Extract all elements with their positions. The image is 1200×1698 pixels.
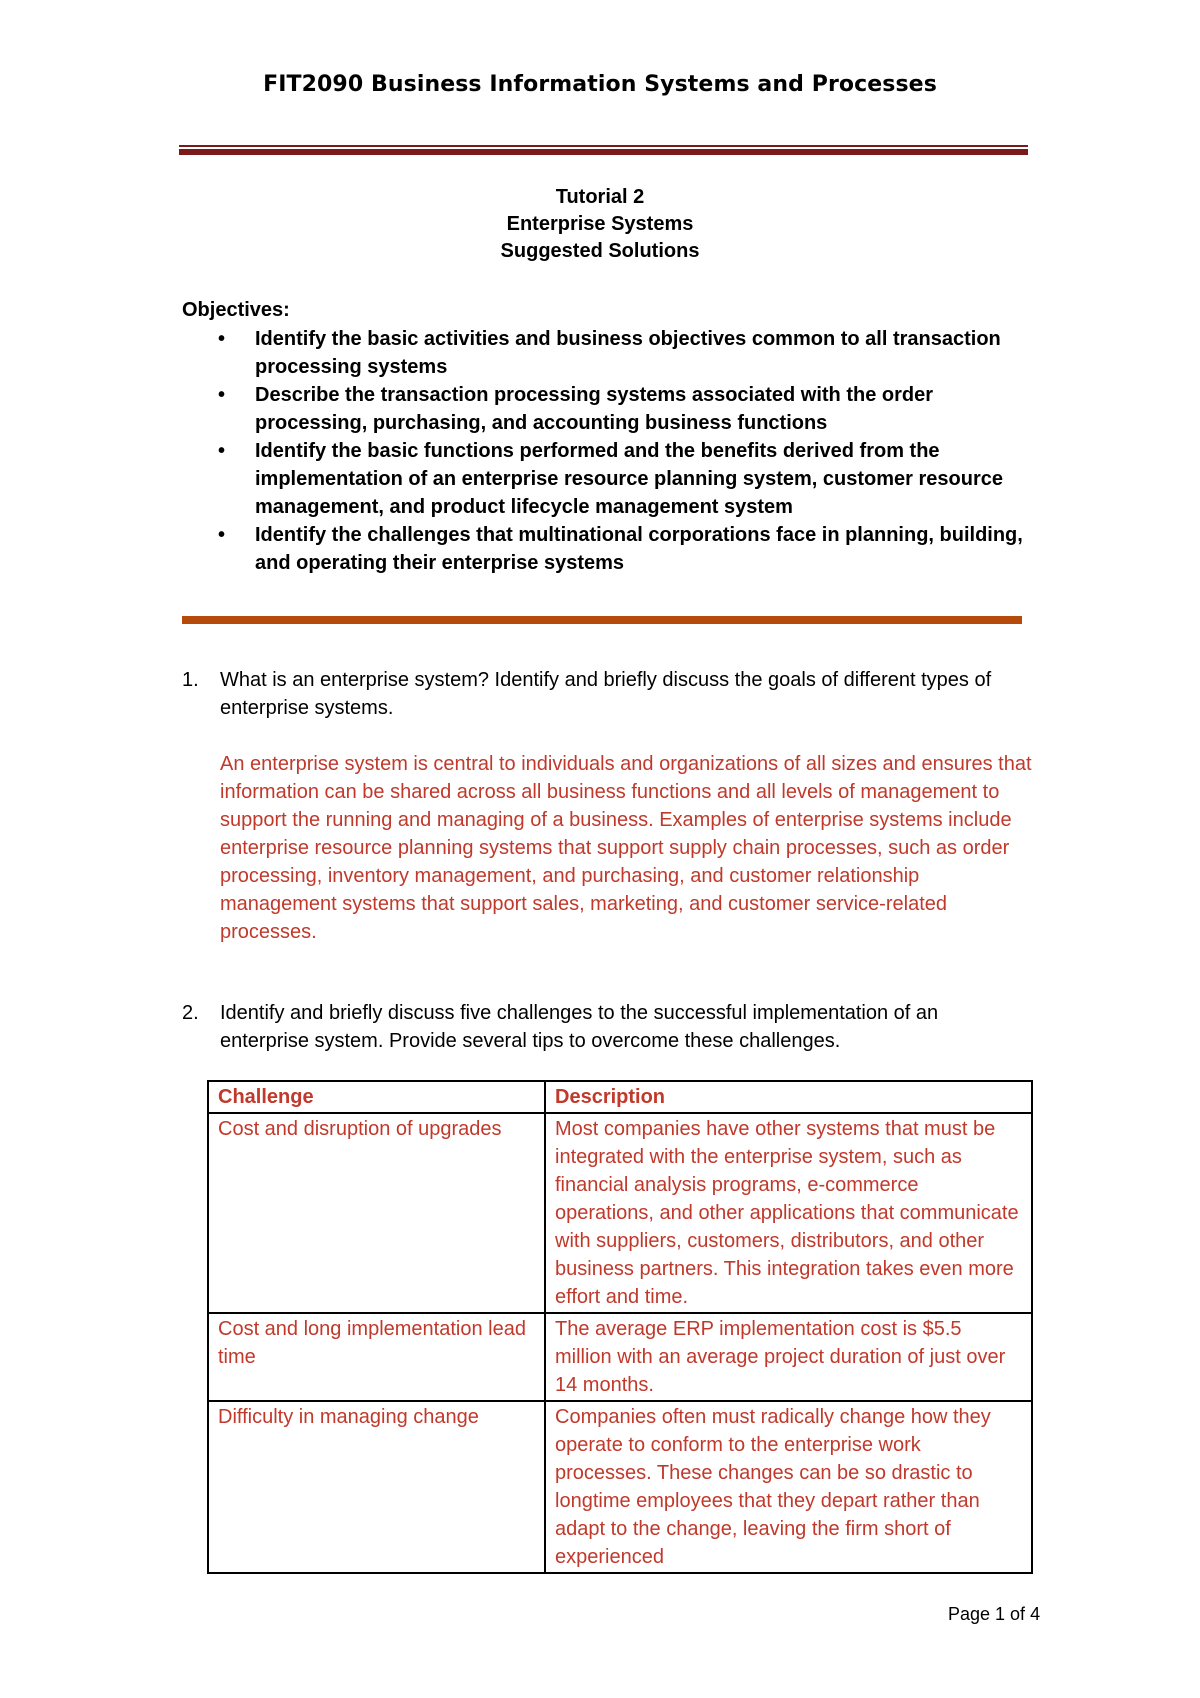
header-rule-thin [179, 145, 1028, 147]
description-cell: The average ERP implementation cost is $5.5 million with an average project duration of just over 14 months. [545, 1313, 1032, 1401]
header-rule-thick [179, 149, 1028, 155]
objective-text: Identify the basic functions performed and the benefits derived from the implementation of an enterprise resource planning system, customer resource management, and product lifecycle management system [255, 440, 1003, 518]
description-cell: Most companies have other systems that must be integrated with the enterprise system, such as financial analysis programs, e-commerce operations, and other applications that communicate with suppliers, customers, distributors, and other business partners. This integration takes even more effort and time. [545, 1113, 1032, 1313]
question-2 [182, 999, 1032, 1055]
section-divider [182, 616, 1022, 624]
answer-1: An enterprise system is central to individuals and organizations of all sizes and ensures that information can be shared across all business functions and all levels of management to support the running and managing of a business. Examples of enterprise systems include enterprise resource planning systems that support supply chain processes, such as order processing, inventory management, and purchasing, and customer relationship management systems that support sales, marketing, and customer service-related processes. [220, 753, 1032, 943]
challenges-table [207, 1080, 1033, 1574]
column-header-challenge: Challenge [208, 1081, 545, 1113]
tutorial-subtitle: Suggested Solutions [500, 240, 700, 262]
table-row [208, 1401, 1032, 1573]
question-text: What is an enterprise system? Identify and briefly discuss the goals of different types of enterprise systems. [220, 669, 992, 719]
tutorial-number: Tutorial 2 [555, 186, 645, 208]
column-header-description: Description [545, 1081, 1032, 1113]
objective-item [182, 325, 1032, 381]
question-number: 1. [182, 669, 199, 691]
question-text: Identify and briefly discuss five challenges to the successful implementation of an enterprise system. Provide several tips to overcome these challenges. [220, 1002, 939, 1052]
tutorial-topic: Enterprise Systems [506, 213, 694, 235]
table-row [208, 1313, 1032, 1401]
table-header-row [208, 1081, 1032, 1113]
bullet-icon: • [218, 440, 226, 462]
objective-text: Identify the basic activities and business objectives common to all transaction processing systems [255, 328, 1001, 378]
challenge-cell: Cost and disruption of upgrades [208, 1113, 545, 1313]
description-cell: Companies often must radically change how they operate to conform to the enterprise work processes. These changes can be so drastic to longtime employees that they depart rather than adapt to the change, leaving the firm short of experienced [545, 1401, 1032, 1573]
objective-item [182, 381, 1032, 437]
objective-item [182, 437, 1032, 521]
title-block [0, 184, 1200, 265]
question-1 [182, 666, 1032, 722]
challenge-cell: Cost and long implementation lead time [208, 1313, 545, 1401]
objectives-list [182, 325, 1032, 577]
bullet-icon: • [218, 384, 226, 406]
bullet-icon: • [218, 524, 226, 546]
bullet-icon: • [218, 328, 226, 350]
objective-text: Identify the challenges that multinational corporations face in planning, building, and operating their enterprise systems [255, 524, 1023, 574]
table-row [208, 1113, 1032, 1313]
page-number: Page 1 of 4 [948, 1604, 1041, 1624]
document-header-title: FIT2090 Business Information Systems and Processes [263, 72, 937, 97]
objective-item [182, 521, 1032, 577]
objectives-label: Objectives: [182, 299, 290, 321]
challenge-cell: Difficulty in managing change [208, 1401, 545, 1573]
objective-text: Describe the transaction processing systems associated with the order processing, purchasing, and accounting business functions [255, 384, 934, 434]
question-number: 2. [182, 1002, 199, 1024]
